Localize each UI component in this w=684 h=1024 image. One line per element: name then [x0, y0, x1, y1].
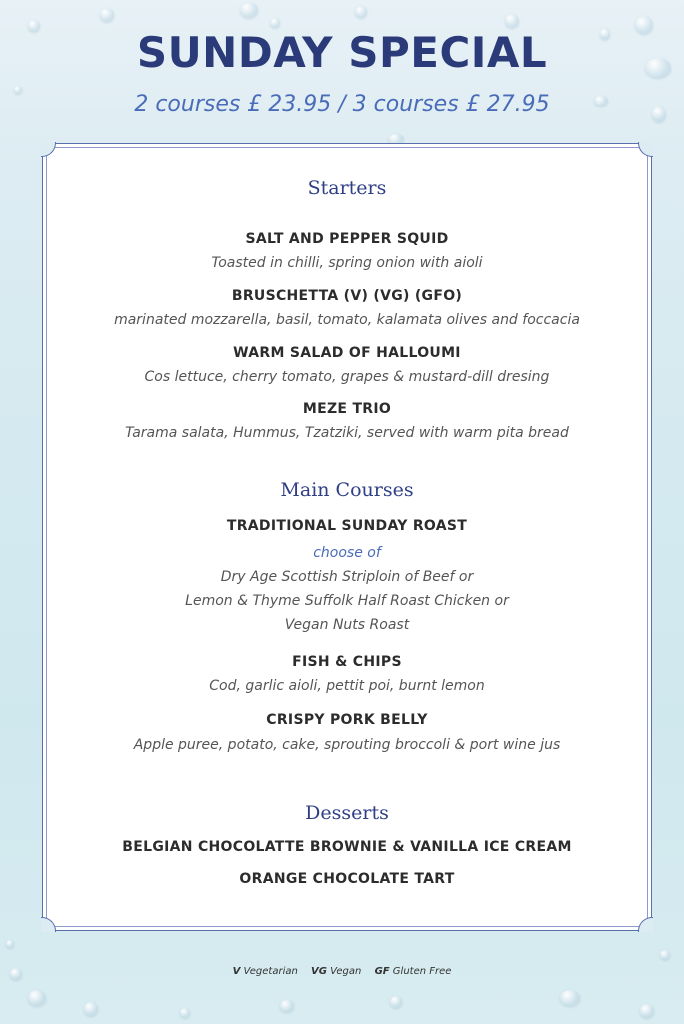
dietary-legend: [0, 966, 684, 977]
legend-code: VG: [311, 966, 327, 977]
menu-item-description: Tarama salata, Hummus, Tzatziki, served with warm pita bread: [125, 425, 569, 441]
section-title-starters: Starters: [307, 177, 387, 199]
menu-item-name: BRUSCHETTA (V) (VG) (GFO): [231, 288, 463, 304]
menu-item-description: Toasted in chilli, spring onion with aioli: [211, 255, 483, 271]
course-prices: 2 courses £ 23.95 / 3 courses £ 27.95: [134, 92, 550, 117]
dessert-item: BELGIAN CHOCOLATTE BROWNIE & VANILLA ICE CREAM: [122, 839, 572, 855]
menu-item-description: marinated mozzarella, basil, tomato, kalamata olives and foccacia: [114, 312, 580, 328]
section-title-main-courses: Main Courses: [280, 479, 414, 501]
legend-code: V: [232, 966, 241, 977]
menu-item-name: MEZE TRIO: [302, 401, 392, 417]
menu-item-name: FISH & CHIPS: [292, 654, 402, 670]
menu-item-description: Apple puree, potato, cake, sprouting broccoli & port wine jus: [133, 737, 561, 753]
legend-label: Vegetarian: [243, 966, 298, 977]
legend-label: Gluten Free: [392, 966, 452, 977]
menu-card: [42, 143, 652, 931]
section-title-desserts: Desserts: [305, 802, 389, 824]
roast-option: Vegan Nuts Roast: [284, 617, 410, 633]
menu-item-name: CRISPY PORK BELLY: [266, 712, 428, 728]
menu-item-name: SALT AND PEPPER SQUID: [245, 231, 449, 247]
legend-label: Vegan: [330, 966, 362, 977]
legend-code: GF: [374, 966, 390, 977]
menu-item-name: TRADITIONAL SUNDAY ROAST: [226, 518, 468, 534]
roast-option: Lemon & Thyme Suffolk Half Roast Chicken or: [185, 593, 509, 609]
menu-item-description: Cod, garlic aioli, pettit poi, burnt lemon: [209, 678, 485, 694]
menu-item-description: Cos lettuce, cherry tomato, grapes & mustard-dill dresing: [144, 369, 550, 385]
choose-of-label: choose of: [313, 545, 381, 561]
dessert-item: ORANGE CHOCOLATE TART: [239, 871, 455, 887]
menu-item-name: WARM SALAD OF HALLOUMI: [233, 345, 461, 361]
menu-title: SUNDAY SPECIAL: [136, 28, 548, 77]
roast-option: Dry Age Scottish Striploin of Beef or: [220, 569, 474, 585]
